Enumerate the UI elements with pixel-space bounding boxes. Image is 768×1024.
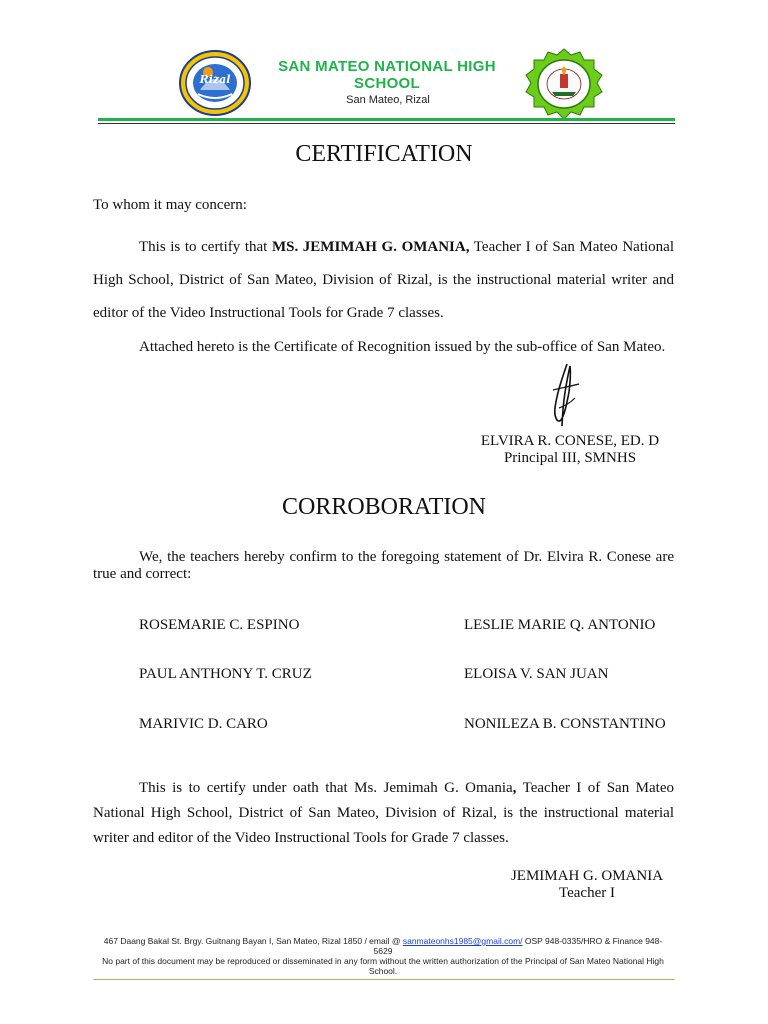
- teacher-name-left-2: PAUL ANTHONY T. CRUZ: [139, 666, 312, 682]
- footer-address-pre: 467 Daang Bakal St. Brgy. Guitnang Bayan I, San Mateo, Rizal 1850 / email @: [103, 936, 403, 946]
- left-seal-text: Rizal: [199, 73, 231, 86]
- salutation: To whom it may concern:: [93, 197, 247, 213]
- deped-seal-logo: [178, 50, 252, 116]
- oath-post: Teacher I of San Mateo National High School, District of San Mateo, Division of Rizal, is the instructional material writer and editor of the Video Instructional Tools for Grade 7 classes.: [93, 780, 674, 846]
- oath-paragraph: [93, 776, 674, 851]
- principal-name: ELVIRA R. CONESE, ED. D: [480, 433, 660, 449]
- teacher-name-right-3: NONILEZA B. CONSTANTINO: [464, 716, 666, 732]
- affiant-title: Teacher I: [559, 885, 615, 901]
- certification-paragraph-2: Attached hereto is the Certificate of Recognition issued by the sub-office of San Mateo.: [139, 339, 666, 355]
- certification-paragraph-1: [93, 231, 674, 330]
- footer-address: [98, 936, 668, 956]
- corroboration-statement: We, the teachers hereby confirm to the foregoing statement of Dr. Elvira R. Conese are true and correct:: [93, 549, 674, 582]
- teacher-name-left-3: MARIVIC D. CARO: [139, 716, 268, 732]
- p1-post: Teacher I of San Mateo National High School, District of San Mateo, Division of Rizal, is the instructional material writer and editor of the Video Instructional Tools for Grade 7 classes.: [93, 239, 674, 321]
- principal-signature-block: [470, 433, 670, 467]
- footer-notice: No part of this document may be reproduced or disseminated in any form without the written authorization of the Principal of San Mateo National High School.: [102, 956, 664, 976]
- teacher-name-right-1: LESLIE MARIE Q. ANTONIO: [464, 617, 656, 633]
- header-rule: [98, 118, 675, 121]
- affiant-name: JEMIMAH G. OMANIA: [510, 868, 664, 884]
- teacher-name: MS. JEMIMAH G. OMANIA,: [271, 239, 470, 255]
- school-seal-logo: [524, 48, 604, 120]
- oath-pre: This is to certify under oath that Ms. Jemimah G. Omania: [139, 780, 513, 796]
- oath-comma: ,: [512, 780, 517, 796]
- affiant-signature-block: [490, 868, 684, 902]
- principal-signature: [545, 362, 585, 428]
- p1-pre: This is to certify that: [139, 239, 272, 255]
- footer-address-post: OSP 948-0335/HRO & Finance 948-5629: [373, 936, 663, 956]
- footer-rule: [93, 979, 675, 980]
- certification-title: CERTIFICATION: [295, 141, 473, 167]
- corroboration-title: CORROBORATION: [281, 494, 487, 520]
- footer-email-link[interactable]: sanmateonhs1985@gmail.com/: [402, 936, 523, 946]
- teacher-name-right-2: ELOISA V. SAN JUAN: [464, 666, 609, 682]
- school-name: SAN MATEO NATIONAL HIGH SCHOOL: [278, 58, 496, 92]
- school-location: San Mateo, Rizal: [346, 94, 430, 106]
- principal-title: Principal III, SMNHS: [503, 450, 637, 466]
- teacher-name-left-1: ROSEMARIE C. ESPINO: [139, 617, 300, 633]
- header-rule-thin: [98, 123, 675, 124]
